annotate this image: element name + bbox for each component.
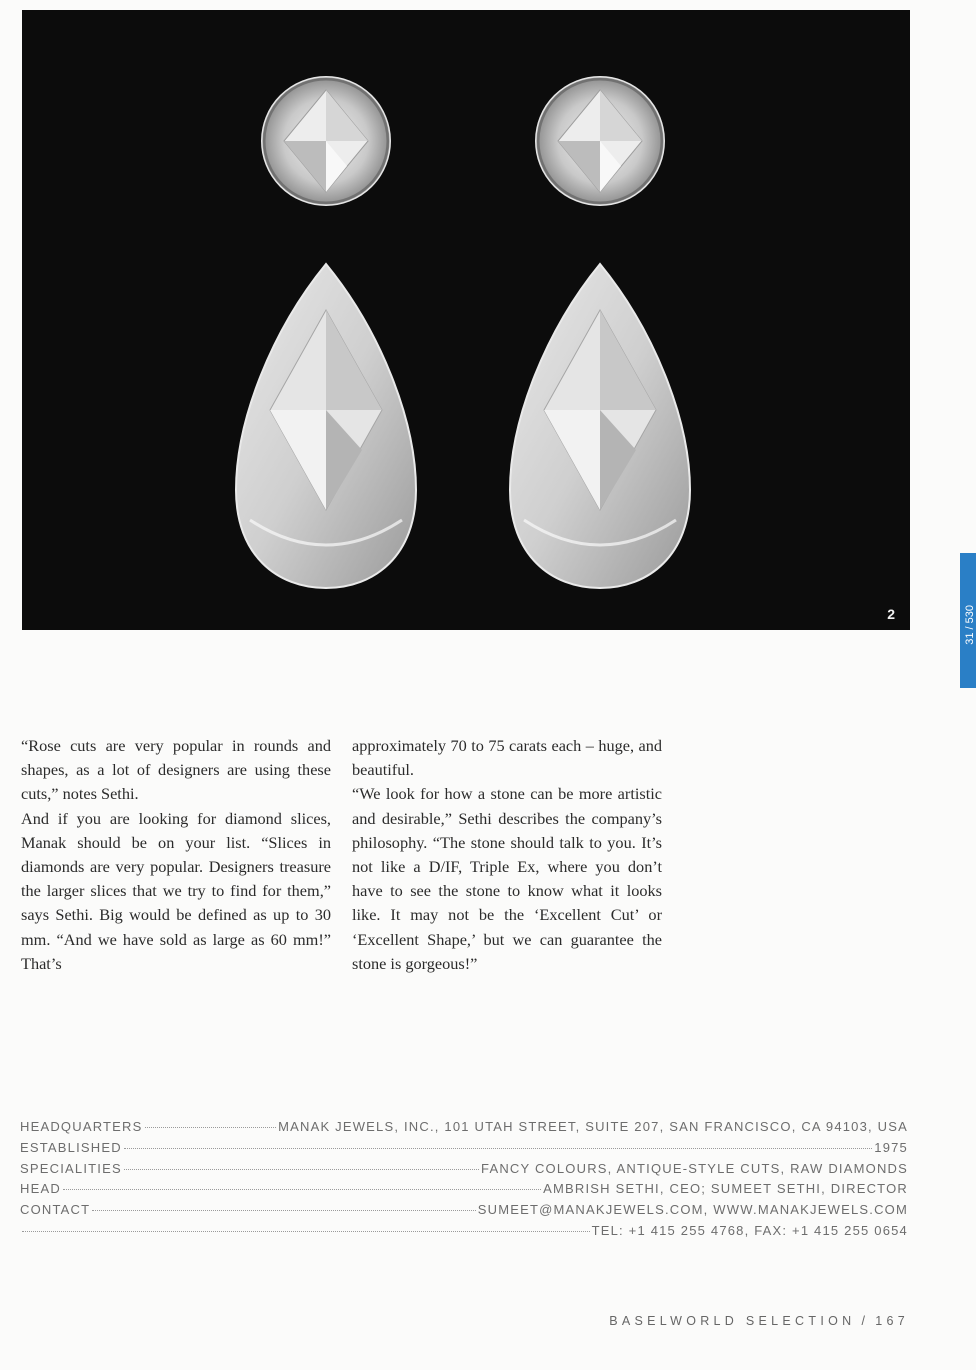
fact-headquarters [20,1119,908,1140]
pear-diamond-right [510,264,690,588]
rose-cut-diamonds-illustration [22,10,910,630]
diamonds-photo [22,10,910,630]
fact-label: ESTABLISHED [20,1139,122,1155]
round-diamond-left [262,77,390,205]
paragraph: “Rose cuts are very popular in rounds and shapes, as a lot of designers are using these cuts,” notes Sethi. [21,736,331,804]
footer-separator: / [861,1314,870,1328]
fact-contact-phone [20,1223,908,1244]
figure-number: 2 [887,606,896,622]
page-footer [609,1314,909,1328]
side-tab-label: 31 / 530 [964,605,976,645]
fact-label: HEADQUARTERS [20,1119,143,1134]
fact-head [20,1181,908,1202]
dotted-leader [124,1169,479,1170]
article-column-right [352,734,662,976]
contact-phone: TEL: +1 415 255 4768, FAX: +1 415 255 0654 [591,1222,908,1238]
contact-web: SUMEET@MANAKJEWELS.COM, WWW.MANAKJEWELS.COM [477,1202,908,1218]
side-tab [960,553,976,688]
fact-value: 1975 [874,1139,908,1155]
fact-established [20,1140,908,1161]
page-number: 167 [875,1314,909,1328]
fact-label: CONTACT [20,1202,91,1218]
paragraph: approximately 70 to 75 carats each – huge, and beautiful. [352,736,662,780]
paragraph: And if you are looking for diamond slices, Manak should be on your list. “Slices in diamonds are very popular. Designers treasure the larger slices that we try to find for them,” says Sethi. Big would be defined as up to 30 mm. “And we have sold as large as 60 mm!” That’s [21,808,331,973]
fact-value: AMBRISH SETHI, CEO; SUMEET SETHI, DIRECTOR [543,1181,908,1197]
dotted-leader [63,1189,541,1190]
fact-contact [20,1202,908,1223]
article-column-left [21,734,331,976]
pear-diamond-left [236,264,416,588]
dotted-leader [124,1148,872,1149]
dotted-leader [92,1210,475,1211]
fact-value: MANAK JEWELS, INC., 101 UTAH STREET, SUITE 207, SAN FRANCISCO, CA 94103, USA [278,1119,908,1134]
fact-label: HEAD [20,1181,61,1197]
fact-value: FANCY COLOURS, ANTIQUE-STYLE CUTS, RAW DIAMONDS [481,1160,908,1176]
fact-label: SPECIALITIES [20,1160,122,1176]
paragraph: “We look for how a stone can be more artistic and desirable,” Sethi describes the company’s philosophy. “The stone should talk to you. It’s not like a D/IF, Triple Ex, where you don’t have to see the stone to know what it looks like. It may not be the ‘Excellent Cut’ or ‘Excellent Shape,’ but we can guarantee the stone is gorgeous!” [352,784,662,973]
company-facts [20,1119,908,1244]
dotted-leader [22,1231,590,1232]
publication-name: BASELWORLD SELECTION [609,1314,856,1328]
round-diamond-right [536,77,664,205]
fact-specialities [20,1161,908,1182]
dotted-leader [145,1127,277,1128]
